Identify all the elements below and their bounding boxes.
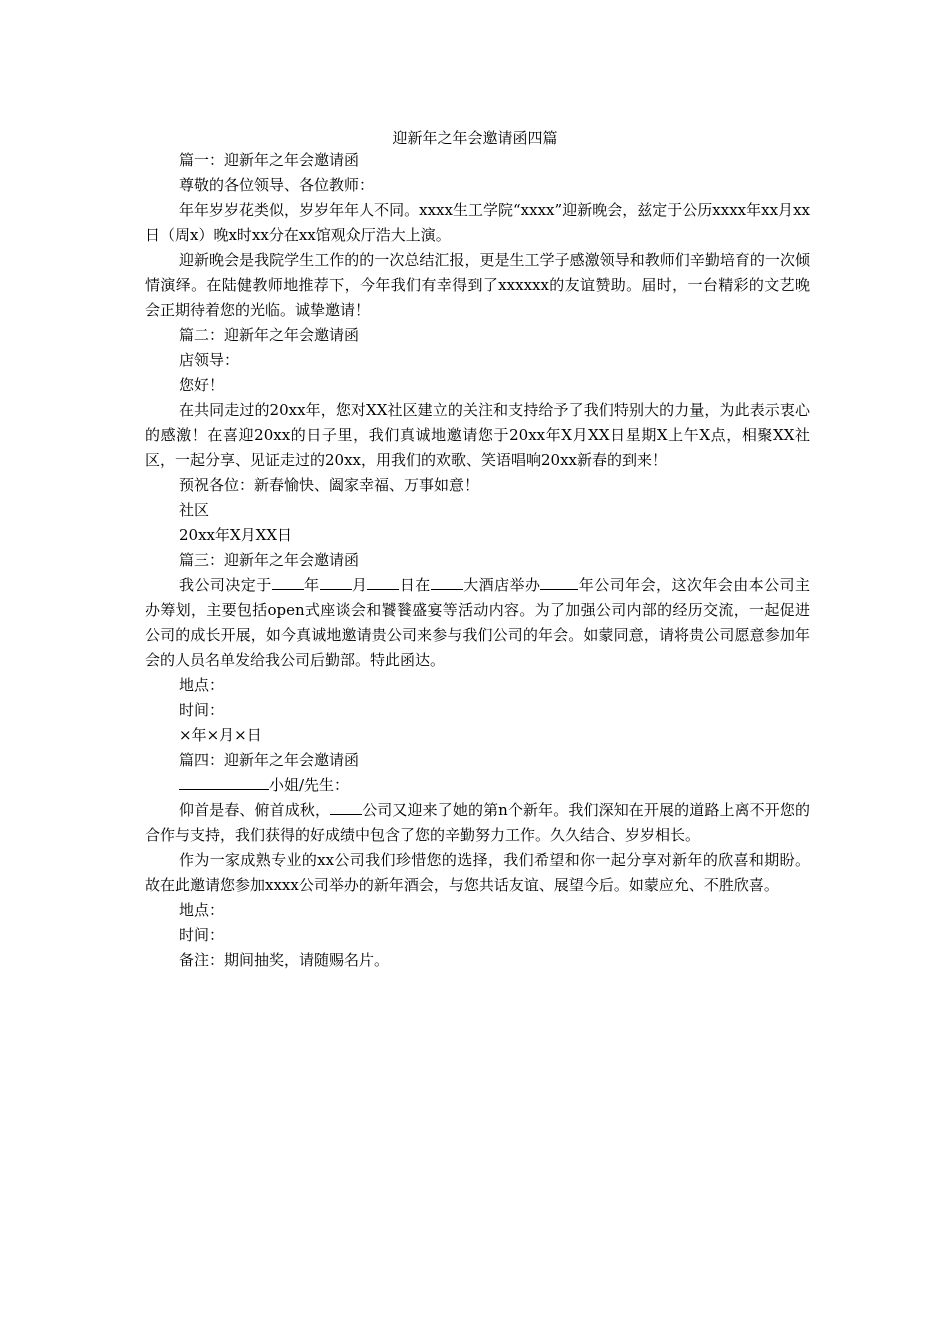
section2-date: 20xx年X月XX日 [179,526,293,544]
section4-heading: 篇四：迎新年之年会邀请函 [179,751,360,769]
section4-salutation-suffix: 小姐/先生： [269,776,350,794]
section1-paragraph-1: 年年岁岁花类似，岁岁年年人不同。xxxx生工学院“xxxx”迎新晚会，兹定于公历xxxx年xx月xx日（周x）晚x时xx分在xx馆观众厅浩大上演。 [145,201,810,244]
section4-text-part: 仰首是春、俯首成秋， [179,801,331,819]
blank-line [540,575,578,590]
section3-text-part: 日在 [399,576,431,594]
section3-date: ×年×月×日 [179,726,262,744]
blank-line [272,575,304,590]
blank-line [320,575,352,590]
section3-paragraph-1 [145,573,810,673]
section1-paragraph-2: 迎新晚会是我院学生工作的的一次总结汇报，更是生工学子感激领导和教师们辛勤培育的一次倾情演绎。在陆健教师地推荐下，今年我们有幸得到了xxxxxx的友谊赞助。届时，一台精彩的文艺晚会正期待着您的光临。诚挚邀请！ [145,251,810,319]
section4-note: 备注：期间抽奖，请随赐名片。 [179,951,390,969]
section4-text-part: 公司又迎来了她的第n个新年。我们深知在开展的道路上离不开您的合作与支持，我们获得的好成绩中包含了您的辛勤努力工作。久久结合、岁岁相长。 [145,801,810,844]
section4-time: 时间： [179,926,225,944]
blank-line [367,575,399,590]
section1-salutation: 尊敬的各位领导、各位教师： [179,176,375,194]
section1-heading: 篇一：迎新年之年会邀请函 [179,151,360,169]
section3-text-part: 年公司年会，这次年会由本公司主办筹划，主要包括open式座谈会和饕餮盛宴等活动内容。为了加强公司内部的经历交流，一起促进公司的成长开展，如今真诚地邀请贵公司来参与我们公司的年会。如蒙同意，请将贵公司愿意参加年会的人员名单发给我公司后勤部。特此函达。 [145,576,810,669]
document-title: 迎新年之年会邀请函四篇 [392,129,558,147]
section2-paragraph-1: 在共同走过的20xx年，您对XX社区建立的关注和支持给予了我们特别大的力量，为此表示衷心的感激！在喜迎20xx的日子里，我们真诚地邀请您于20xx年X月XX日星期X上午X点，相聚XX社区，一起分享、见证走过的20xx，用我们的欢歌、笑语唱响20xx新春的到来！ [145,401,810,469]
section2-greeting: 您好！ [179,376,225,394]
section3-time: 时间： [179,701,225,719]
section4-location: 地点： [179,901,225,919]
section2-wishes: 预祝各位：新春愉快、阖家幸福、万事如意！ [179,476,480,494]
section3-text-part: 月 [351,576,368,594]
section3-text-part: 大酒店举办 [462,576,541,594]
section3-heading: 篇三：迎新年之年会邀请函 [179,551,360,569]
section2-heading: 篇二：迎新年之年会邀请函 [179,326,360,344]
blank-line [330,800,362,815]
section3-text-part: 年 [303,576,320,594]
section2-salutation: 店领导： [179,351,240,369]
document-body [145,148,810,973]
section4-salutation [145,773,810,798]
blank-line [179,775,269,790]
section2-signature: 社区 [179,501,210,519]
section3-text-part: 我公司决定于 [179,576,272,594]
blank-line [431,575,463,590]
section4-paragraph-2: 作为一家成熟专业的xx公司我们珍惜您的选择，我们希望和你一起分享对新年的欣喜和期盼。故在此邀请您参加xxxx公司举办的新年酒会，与您共话友谊、展望今后。如蒙应允、不胜欣喜。 [145,851,810,894]
section3-location: 地点： [179,676,225,694]
section4-paragraph-1 [145,798,810,848]
